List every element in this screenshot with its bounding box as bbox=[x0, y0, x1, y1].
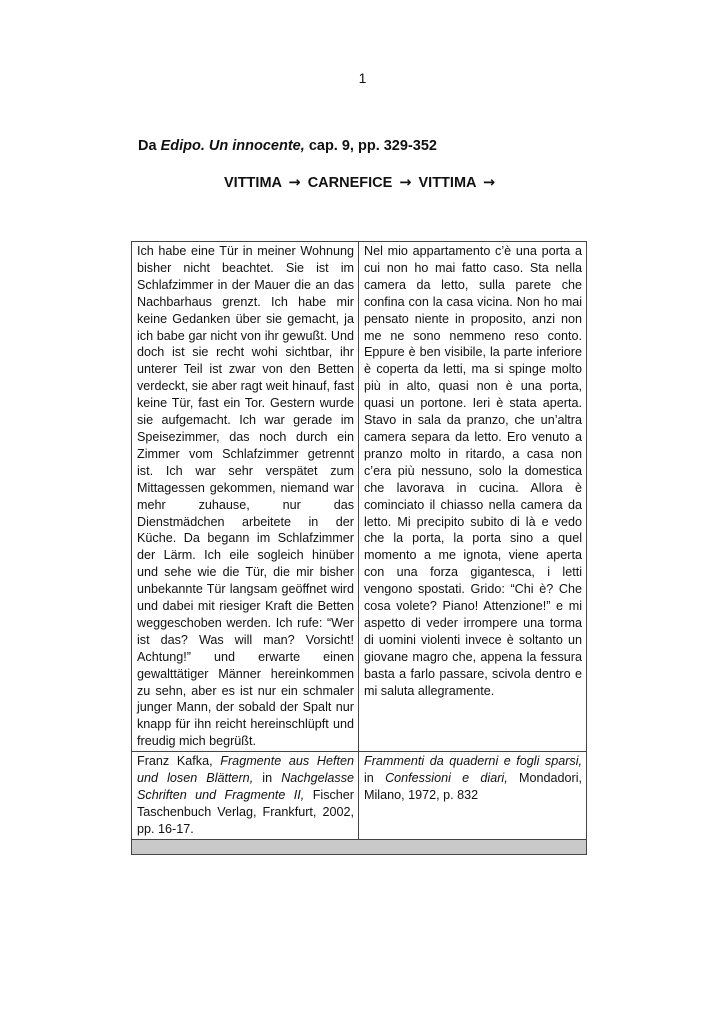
italian-ref-in: in bbox=[364, 771, 374, 786]
chain-heading bbox=[224, 175, 498, 191]
source-prefix: Da bbox=[138, 138, 157, 154]
chain-item-2: CARNEFICE bbox=[307, 175, 393, 191]
german-reference-cell bbox=[132, 752, 359, 840]
italian-text-cell: Nel mio appartamento c’è una porta a cui non ho mai fatto caso. Sta nella camera da letto, sulla parete che confina con la casa vicina. Non ho mai pensato niente in proposito, anzi non me ne sono nemmeno reso conto. Eppure è ben visibile, la parte inferiore è coperta da letti, ma si spinge molto più in alto, quasi non è una porta, quasi un portone. Ieri è stata aperta. Stavo in sala da pranzo, che un’altra camera separa da letto. Ero venuto a pranzo molto in ritardo, a casa non c’era più nessuno, solo la domestica che lavorava in cucina. Allora è cominciato il chiasso nella camera da letto. Mi precipito subito di là e vedo che la porta, la porta sino a quel momento a me ignota, viene aperta con una forza gigantesca, i letti vengono spostati. Grido: “Chi è? Che cosa volete? Piano! Attenzione!” e mi aspetto di veder irrompere una torma di uomini violenti invece è soltanto un giovane magro che, appena la fessura basta a farlo passare, scivola dentro e mi saluta allegramente. bbox=[359, 242, 587, 752]
text-row bbox=[132, 242, 587, 752]
source-work-title: Edipo. Un innocente, bbox=[160, 138, 305, 154]
italian-ref-collection: Confessioni e diari, bbox=[385, 771, 508, 786]
reference-row bbox=[132, 752, 587, 840]
page-number: 1 bbox=[358, 70, 367, 86]
german-ref-author: Franz Kafka, bbox=[137, 754, 213, 769]
arrow-right-icon: → bbox=[399, 175, 412, 191]
source-heading bbox=[138, 138, 437, 154]
grey-footer-row bbox=[132, 839, 587, 854]
chain-item-3: VITTIMA bbox=[418, 175, 476, 191]
italian-ref-publisher: Mondadori, Milano, 1972, p. 832 bbox=[364, 771, 582, 802]
german-ref-in: in bbox=[262, 771, 273, 786]
chain-item-1: VITTIMA bbox=[224, 175, 282, 191]
arrow-right-icon: → bbox=[288, 175, 301, 191]
source-location: cap. 9, pp. 329-352 bbox=[308, 138, 437, 154]
grey-footer-cell bbox=[132, 839, 587, 854]
arrow-right-icon: → bbox=[483, 175, 496, 191]
italian-ref-title: Frammenti da quaderni e fogli sparsi, bbox=[364, 754, 582, 769]
german-ref-title: Fragmente aus Heften und losen Blättern, bbox=[137, 754, 354, 786]
italian-reference-cell bbox=[359, 752, 587, 840]
german-text-cell: Ich habe eine Tür in meiner Wohnung bisher nicht beachtet. Sie ist im Schlafzimmer in der Mauer die an das Nachbarhaus grenzt. Ich habe mir keine Gedanken über sie gemacht, ja ich babe gar nicht von ihr gewußt. Und doch ist sie recht wohi sichtbar, ihr unterer Teil ist zwar von den Betten verdeckt, sie aber ragt weit hinauf, fast keine Tür, fast ein Tor. Gestern wurde sie aufgemacht. Ich war gerade im Speisezimmer, das noch durch ein Zimmer vom Schlafzimmer getrennt ist. Ich war sehr verspätet zum Mittagessen gekommen, niemand war mehr zuhause, nur das Dienstmädchen arbeitete in der Küche. Da begann im Schlafzimmer der Lärm. Ich eile sogleich hinüber und sehe wie die Tür, die mir bisher unbekannte Tür langsam geöffnet wird und dabei mit riesiger Kraft die Betten weggeschoben werden. Ich rufe: “Wer ist das? Was will man? Vorsicht! Achtung!” und erwarte einen gewalttätiger Männer hereinkommen zu sehn, aber es ist nur ein schmaler junger Mann, der sobald der Spalt nur knapp für ihn reicht hereinschlüpft und freudig mich begrüßt. bbox=[132, 242, 359, 752]
parallel-text-table bbox=[131, 241, 587, 855]
german-ref-publisher: Fischer Taschenbuch Verlag, Frankfurt, 2002, pp. 16-17. bbox=[137, 788, 354, 836]
german-ref-collection: Nachgelasse Schriften und Fragmente II, bbox=[137, 771, 355, 802]
